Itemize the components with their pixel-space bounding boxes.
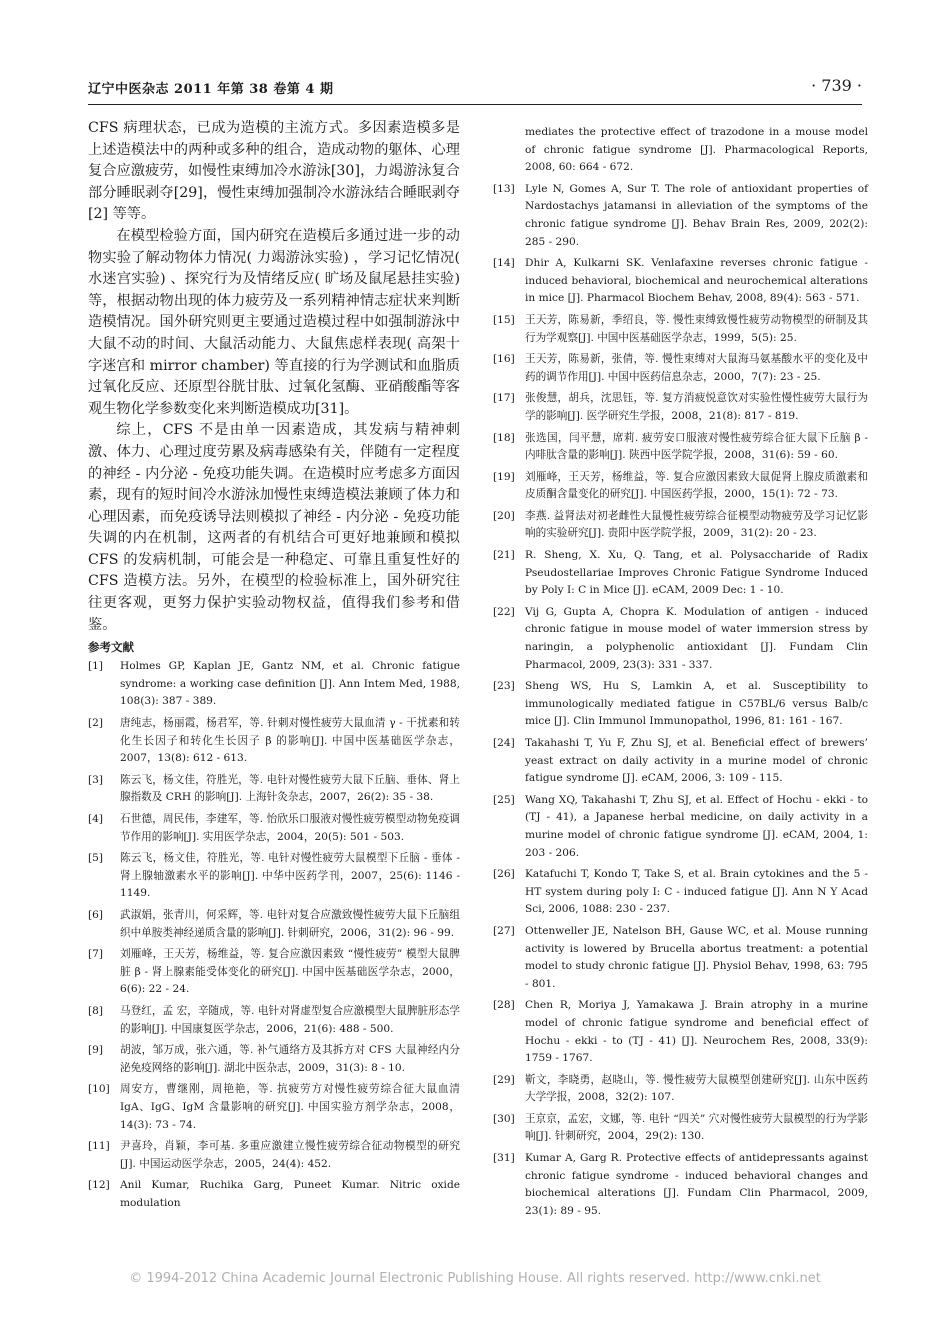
reference-number: [6]: [88, 908, 104, 921]
reference-number: [26]: [493, 868, 515, 881]
reference-text: Kumar A, Garg R. Protective effects of antidepressants against chronic fatigue syndrome - induced behavioral changes and biochemical alterations [J]. Fundam Clin Pharmacol, 2009, 23(1): 89 - 95.: [525, 1152, 868, 1217]
reference-text: 唐纯志，杨丽霞，杨君军，等. 针刺对慢性疲劳大鼠血清 γ - 干扰素和转化生长因子和转化生长因子 β 的影响[J]. 中国中医基础医学杂志，2007，13(8): 612 - 613.: [120, 717, 460, 765]
reference-text: 陈云飞，杨文佳，符胜光，等. 电针对慢性疲劳大鼠下丘脑、垂体、肾上腺指数及 CRH 的影响[J]. 上海针灸杂志，2007，26(2): 35 - 38.: [120, 773, 460, 804]
running-header: [88, 78, 862, 100]
reference-item: [88, 715, 460, 768]
reference-item: [493, 351, 868, 386]
reference-text: Dhir A, Kulkarni SK. Venlafaxine reverses chronic fatigue - induced behavioral, biochemical and neurochemical alterations in mice [J]. Pharmacol Biochem Behav, 2008, 89(4): 563 - 571.: [525, 257, 868, 305]
reference-item: [493, 678, 868, 731]
reference-text: 刘雁峰，王天芳，杨维益，等. 复合应激因素致 “慢性疲劳” 模型大鼠脾脏 β - 肾上腺素能受体变化的研究[J]. 中国中医基础医学杂志，2000，6(6): 22 - 24.: [120, 948, 460, 996]
body-paragraph-3: 综上，CFS 不是由单一因素造成，其发病与精神刺激、体力、心理过度劳累及病毒感染有关，伴随有一定程度的神经 - 内分泌 - 免疫功能失调。在造模时应考虑多方面因素，现有的短时间冷水游泳加慢性束缚造模法兼顾了体力和心理因素，而免疫诱导法则模拟了神经 - 内分泌 - 免疫功能失调的内在机制，这两者的有机结合可更好地兼顾和模拟 CFS 的发病机制，可能会是一种稳定、可靠且重复性好的 CFS 造模方法。另外，在模型的检验标准上，国外研究往往更客观，更努力保护实验动物权益，值得我们参考和借鉴。: [88, 422, 460, 633]
reference-list-right: [493, 181, 868, 1221]
reference-item: [88, 1081, 460, 1134]
reference-text: 张选国，闫平慧，席莉. 疲劳安口服液对慢性疲劳综合征大鼠下丘脑 β - 内啡肽含量的影响[J]. 陕西中医学院学报，2008，31(6): 59 - 60.: [525, 431, 868, 462]
reference-text: R. Sheng, X. Xu, Q. Tang, et al. Polysaccharide of Radix Pseudostellariae Improves Chronic Fatigue Syndrome Induced by Poly I: C in Mice [J]. eCAM, 2009 Dec: 1 - 10.: [525, 549, 868, 597]
reference-text: 尹喜玲，肖颖，李可基. 多重应激建立慢性疲劳综合征动物模型的研究[J]. 中国运动医学杂志，2005，24(4): 452.: [120, 1140, 460, 1170]
reference-text: 刘雁峰，王天芳，杨维益，等. 复合应激因素致大鼠促肾上腺皮质激素和皮质酮含量变化的研究[J]. 中国医药学报，2000，15(1): 72 - 73.: [525, 470, 868, 501]
reference-number: [31]: [493, 1152, 515, 1165]
reference-number: [3]: [88, 773, 104, 786]
reference-number: [1]: [88, 660, 104, 673]
body-paragraph-1: CFS 病理状态，已成为造模的主流方式。多因素造模多是上述造模法中的两种或多种的组合，造成动物的躯体、心理复合应激疲劳，如慢性束缚加冷水游泳[30]，力竭游泳复合部分睡眠剥夺[29]，慢性束缚加强制冷水游泳结合睡眠剥夺[2] 等等。: [88, 120, 460, 223]
reference-item: [88, 946, 460, 999]
journal-title: 辽宁中医杂志 2011 年第 38 卷第 4 期: [88, 82, 334, 97]
reference-item: [493, 923, 868, 993]
reference-number: [27]: [493, 924, 515, 937]
reference-number: [20]: [493, 509, 515, 522]
reference-text: 王天芳，陈易新，张倩，等. 慢性束缚对大鼠海马氨基酸水平的变化及中药的调节作用[J]. 中国中医药信息杂志，2000，7(7): 23 - 25.: [525, 353, 868, 383]
page-number: · 739 ·: [811, 76, 862, 95]
reference-number: [30]: [493, 1112, 515, 1125]
reference-number: [11]: [88, 1140, 110, 1153]
reference-number: [7]: [88, 948, 104, 961]
reference-number: [5]: [88, 852, 104, 865]
reference-item: [493, 866, 868, 919]
reference-text: Katafuchi T, Kondo T, Take S, et al. Brain cytokines and the 5 - HT system during poly I: C - induced fatigue [J]. Ann N Y Acad Sci, 2006, 1088: 230 - 237.: [525, 868, 868, 916]
reference-number: [4]: [88, 813, 104, 825]
reference-item: [88, 1042, 460, 1077]
left-column: [88, 118, 460, 1216]
body-paragraph-2: 在模型检验方面，国内研究在造模后多通过进一步的动物实验了解动物体力情况( 力竭游泳实验) ，学习记忆情况( 水迷宫实验) 、探究行为及情绪反应( 旷场及鼠尾悬挂实验) 等，根据动物出现的体力疲劳及一系列精神情志症状来判断造模情况。国外研究则更主要通过造模过程中如强制游泳中大鼠不动的时间、大鼠活动能力、大鼠焦虑样表现( 高架十字迷宫和 mirror chamber) 等直接的行为学测试和血脂质过氧化反应、还原型谷胱甘肽、过氧化氢酶、亚硝酸酯等客观生物化学参数变化来判断造模成功[31]。: [88, 227, 460, 417]
header-rule: [88, 104, 862, 105]
reference-text: 周安方，曹继刚，周艳艳，等. 抗疲劳方对慢性疲劳综合征大鼠血清 IgA、IgG、IgM 含量影响的研究[J]. 中国实验方剂学杂志，2008，14(3): 73 - 74.: [120, 1083, 460, 1131]
reference-list-left: [88, 658, 460, 1212]
reference-text: 马登红，孟 宏，辛随成，等. 电针对肾虚型复合应激模型大鼠脾脏形态学的影响[J]. 中国康复医学杂志，2006，21(6): 488 - 500.: [120, 1004, 460, 1035]
reference-item: [493, 255, 868, 308]
reference-text: Sheng WS, Hu S, Lamkin A, et al. Susceptibility to immunologically mediated fatigue in C57BL/6 versus Balb/c mice [J]. Clin Immunol Immunopathol, 1996, 81: 161 - 167.: [525, 680, 868, 728]
reference-item: [493, 1111, 868, 1146]
reference-item: [88, 658, 460, 711]
reference-number: [19]: [493, 470, 515, 483]
reference-text: 武淑娟，张青川，何采辉，等. 电针对复合应激致慢性疲劳大鼠下丘脑组织中单胺类神经递质含量的影响[J]. 针刺研究，2006，31(2): 96 - 99.: [120, 908, 460, 939]
right-column: [493, 124, 868, 1224]
reference-item: [493, 181, 868, 251]
reference-number: [14]: [493, 257, 515, 270]
reference-text: 胡波，邹万成，张六通，等. 补气通络方及其拆方对 CFS 大鼠神经内分泌免疫网络的影响[J]. 湖北中医杂志，2009，31(3): 8 - 10.: [120, 1044, 460, 1074]
reference-number: [29]: [493, 1073, 515, 1086]
reference-number: [22]: [493, 605, 515, 618]
reference-text: Wang XQ, Takahashi T, Zhu SJ, et al. Effect of Hochu - ekki - to (TJ - 41), a Japanese herbal medicine, on daily activity in a murine model of chronic fatigue syndrome [J]. eCAM, 2004, 1: 203 - 206.: [525, 793, 868, 859]
reference-text: Lyle N, Gomes A, Sur T. The role of antioxidant properties of Nardostachys jatamansi in alleviation of the symptoms of the chronic fatigue syndrome [J]. Behav Brain Res, 2009, 202(2): 285 - 290.: [525, 182, 868, 248]
reference-text: Anil Kumar, Ruchika Garg, Puneet Kumar. Nitric oxide modulation: [120, 1179, 460, 1209]
reference-text: 王京京，孟宏，文娜，等. 电针 “四关” 穴对慢性疲劳大鼠模型的行为学影响[J]. 针刺研究，2004，29(2): 130.: [525, 1112, 868, 1143]
reference-item: [493, 735, 868, 788]
reference-item: [493, 312, 868, 347]
reference-text: Vij G, Gupta A, Chopra K. Modulation of antigen - induced chronic fatigue in mouse model of water immersion stress by naringin, a polyphenolic antioxidant [J]. Fundam Clin Pharmacol, 2009, 23(3): 331 - 337.: [525, 605, 868, 671]
reference-item: [493, 508, 868, 543]
reference-number: [24]: [493, 737, 515, 749]
reference-text: Ottenweller JE, Natelson BH, Gause WC, et al. Mouse running activity is lowered by Brucella abortus treatment: a potential model to study chronic fatigue [J]. Physiol Behav, 1998, 63: 795 - 801.: [525, 924, 868, 990]
reference-text: Takahashi T, Yu F, Zhu SJ, et al. Beneficial effect of brewers’ yeast extract on daily activity in a murine model of chronic fatigue syndrome [J]. eCAM, 2006, 3: 109 - 115.: [525, 737, 868, 785]
reference-item: [493, 430, 868, 465]
reference-number: [16]: [493, 353, 515, 366]
reference-number: [12]: [88, 1179, 110, 1192]
reference-item: [88, 772, 460, 807]
reference-number: [17]: [493, 392, 515, 405]
reference-number: [9]: [88, 1044, 104, 1057]
reference-12-continuation: mediates the protective effect of trazodone in a mouse model of chronic fatigue syndrome [J]. Pharmacological Reports, 2008, 60: 664 - 672.: [525, 126, 868, 174]
reference-text: 陈云飞，杨文佳，符胜光，等. 电针对慢性疲劳大鼠模型下丘脑 - 垂体 - 肾上腺轴激素水平的影响[J]. 中华中医药学刊，2007，25(6): 1146 - 1149.: [120, 852, 460, 900]
reference-text: 李燕. 益肾法对初老雌性大鼠慢性疲劳综合征模型动物疲劳及学习记忆影响的实验研究[J]. 贵阳中医学院学报，2009，31(2): 20 - 23.: [525, 509, 868, 540]
reference-text: 靳文，李晓勇，赵晓山，等. 慢性疲劳大鼠模型创建研究[J]. 山东中医药大学学报，2008，32(2): 107.: [525, 1073, 868, 1104]
reference-item: [88, 1003, 460, 1038]
reference-number: [18]: [493, 431, 515, 444]
reference-item: [88, 1138, 460, 1173]
reference-item: [493, 469, 868, 504]
reference-number: [2]: [88, 717, 104, 730]
references-heading: 参考文献: [88, 640, 134, 655]
reference-text: Chen R, Moriya J, Yamakawa J. Brain atrophy in a murine model of chronic fatigue syndrome and beneficial effect of Hochu - ekki - to (TJ - 41) [J]. Neurochem Res, 2008, 33(9): 1759 - 1767.: [525, 999, 868, 1065]
reference-item: [88, 907, 460, 942]
reference-number: [21]: [493, 549, 515, 562]
reference-item: [493, 997, 868, 1067]
reference-text: 张俊慧，胡兵，沈思钰，等. 复方消疲悦意饮对实验性慢性疲劳大鼠行为学的影响[J]. 医学研究生学报，2008，21(8): 817 - 819.: [525, 392, 868, 422]
reference-item: [88, 850, 460, 903]
reference-number: [10]: [88, 1083, 110, 1096]
reference-item: [493, 1072, 868, 1107]
reference-number: [15]: [493, 313, 515, 326]
reference-number: [28]: [493, 999, 515, 1012]
reference-text: Holmes GP, Kaplan JE, Gantz NM, et al. Chronic fatigue syndrome: a working case definition [J]. Ann Intem Med, 1988, 108(3): 387 - 389.: [120, 660, 460, 708]
reference-item: [493, 390, 868, 425]
reference-number: [8]: [88, 1004, 104, 1017]
reference-item: [88, 811, 460, 846]
reference-number: [13]: [493, 182, 515, 195]
reference-number: [23]: [493, 680, 515, 693]
reference-text: 石世德，周民伟，李建军，等. 怡欣乐口服液对慢性疲劳模型动物免疫调节作用的影响[J]. 实用医学杂志，2004，20(5): 501 - 503.: [120, 813, 460, 843]
reference-item: [493, 792, 868, 862]
reference-item: [88, 1177, 460, 1212]
reference-number: [25]: [493, 793, 515, 806]
copyright-footer: © 1994-2012 China Academic Journal Electronic Publishing House. All rights reserved. http://www.cnki.net: [129, 1271, 821, 1286]
reference-item: [493, 604, 868, 674]
reference-item: [493, 547, 868, 600]
reference-text: 王天芳，陈易新，季绍良，等. 慢性束缚致慢性疲劳动物模型的研制及其行为学观察[J]. 中国中医基础医学杂志，1999，5(5): 25.: [525, 313, 868, 344]
reference-item: [493, 1150, 868, 1220]
